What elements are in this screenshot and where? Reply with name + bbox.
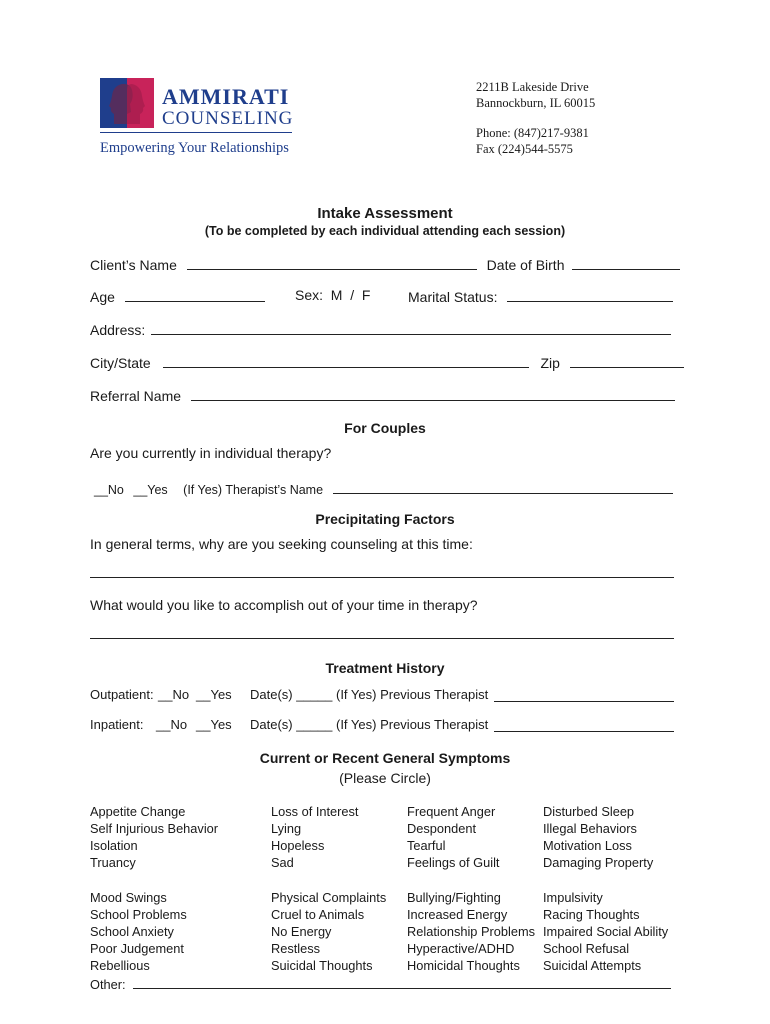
- logo-mark-icon: [100, 78, 154, 128]
- symptom-item[interactable]: Tearful: [407, 838, 446, 853]
- dob-field[interactable]: [572, 255, 680, 270]
- precipitating-heading: Precipitating Factors: [315, 511, 455, 527]
- age-row: [90, 287, 265, 305]
- referral-field[interactable]: [191, 386, 675, 401]
- age-field[interactable]: [125, 287, 265, 302]
- outpatient-label: Outpatient:: [90, 687, 154, 702]
- address-label: Address:: [90, 322, 146, 338]
- outpatient-yes-option[interactable]: __Yes: [196, 687, 232, 702]
- logo: [100, 78, 300, 160]
- logo-divider: [100, 132, 292, 133]
- symptom-item[interactable]: Feelings of Guilt: [407, 855, 500, 870]
- symptom-item[interactable]: School Anxiety: [90, 924, 174, 939]
- symptom-item[interactable]: Rebellious: [90, 958, 150, 973]
- page-subtitle: (To be completed by each individual attending each session): [204, 224, 566, 238]
- symptom-item[interactable]: Isolation: [90, 838, 138, 853]
- symptom-item[interactable]: School Problems: [90, 907, 187, 922]
- symptom-item[interactable]: Cruel to Animals: [271, 907, 365, 922]
- precipitating-q1: In general terms, why are you seeking counseling at this time:: [90, 536, 473, 552]
- inpatient-no-option[interactable]: __No: [156, 717, 188, 732]
- symptom-item[interactable]: Physical Complaints: [271, 890, 387, 905]
- outpatient-dates-label: Date(s) _____ (If Yes) Previous Therapist: [250, 687, 489, 702]
- symptom-item[interactable]: Suicidal Thoughts: [271, 958, 373, 973]
- referral-label: Referral Name: [90, 388, 182, 404]
- symptom-item[interactable]: Homicidal Thoughts: [407, 958, 520, 973]
- referral-row: [90, 386, 675, 404]
- symptom-item[interactable]: Lying: [271, 821, 302, 836]
- outpatient-no-option[interactable]: __No: [158, 687, 190, 702]
- symptom-item[interactable]: Mood Swings: [90, 890, 167, 905]
- symptoms-subheading: (Please Circle): [339, 770, 431, 786]
- symptom-item[interactable]: Relationship Problems: [407, 924, 536, 939]
- symptom-item[interactable]: School Refusal: [543, 941, 630, 956]
- couples-therapist-label: (If Yes) Therapist’s Name: [183, 483, 324, 497]
- logo-name-line2: COUNSELING: [162, 108, 294, 129]
- sex-option[interactable]: Sex: M / F: [295, 287, 371, 303]
- symptoms-g1-col1: [90, 803, 218, 871]
- contact-address1: 2211B Lakeside Drive: [476, 80, 589, 94]
- logo-tagline: Empowering Your Relationships: [100, 140, 289, 156]
- symptom-item[interactable]: Illegal Behaviors: [543, 821, 637, 836]
- symptom-item[interactable]: Increased Energy: [407, 907, 508, 922]
- inpatient-yes-option[interactable]: __Yes: [196, 717, 232, 732]
- symptom-item[interactable]: Racing Thoughts: [543, 907, 640, 922]
- contact-block: [476, 79, 595, 157]
- other-row: [90, 974, 671, 992]
- dob-label: Date of Birth: [486, 257, 565, 273]
- symptom-item[interactable]: Hyperactive/ADHD: [407, 941, 515, 956]
- outpatient-row: [90, 687, 680, 702]
- marital-field[interactable]: [507, 287, 673, 302]
- marital-row: [408, 287, 673, 305]
- symptom-item[interactable]: Sad: [271, 855, 294, 870]
- client-name-label: Client’s Name: [90, 257, 177, 273]
- symptom-item[interactable]: Impaired Social Ability: [543, 924, 669, 939]
- couples-question: Are you currently in individual therapy?: [90, 445, 332, 461]
- symptom-item[interactable]: Damaging Property: [543, 855, 654, 870]
- precipitating-q2: What would you like to accomplish out of your time in therapy?: [90, 597, 478, 613]
- couples-heading: For Couples: [344, 420, 426, 436]
- symptoms-g1-col2: [271, 803, 359, 871]
- outpatient-therapist-field[interactable]: [494, 687, 674, 702]
- precipitating-q1-answer[interactable]: [90, 577, 674, 578]
- treatment-heading: Treatment History: [325, 660, 445, 676]
- symptom-item[interactable]: Suicidal Attempts: [543, 958, 642, 973]
- symptom-item[interactable]: Disturbed Sleep: [543, 804, 635, 819]
- symptoms-heading: Current or Recent General Symptoms: [259, 750, 511, 766]
- marital-label: Marital Status:: [408, 289, 498, 305]
- city-state-label: City/State: [90, 355, 151, 371]
- page-title: Intake Assessment: [317, 205, 453, 222]
- symptom-item[interactable]: Impulsivity: [543, 890, 603, 905]
- other-label: Other:: [90, 977, 126, 992]
- other-field[interactable]: [133, 974, 671, 989]
- symptom-item[interactable]: Appetite Change: [90, 804, 186, 819]
- age-label: Age: [90, 289, 115, 305]
- symptom-item[interactable]: Frequent Anger: [407, 804, 496, 819]
- symptoms-g2-col3: [407, 889, 535, 974]
- couples-yes-option[interactable]: __Yes: [133, 483, 168, 497]
- inpatient-therapist-field[interactable]: [494, 717, 674, 732]
- symptom-item[interactable]: Truancy: [90, 855, 136, 870]
- client-name-row: [90, 255, 680, 273]
- contact-fax: Fax (224)544-5575: [476, 142, 573, 156]
- city-state-field[interactable]: [163, 353, 529, 368]
- symptom-item[interactable]: Loss of Interest: [271, 804, 359, 819]
- inpatient-dates-label: Date(s) _____ (If Yes) Previous Therapist: [250, 717, 489, 732]
- couples-answer-row: [94, 479, 673, 497]
- symptom-item[interactable]: Poor Judgement: [90, 941, 184, 956]
- symptom-item[interactable]: Motivation Loss: [543, 838, 632, 853]
- address-field[interactable]: [151, 320, 671, 335]
- zip-field[interactable]: [570, 353, 684, 368]
- symptoms-g2-col4: [543, 889, 668, 974]
- zip-label: Zip: [540, 355, 560, 371]
- contact-address2: Bannockburn, IL 60015: [476, 96, 596, 110]
- symptom-item[interactable]: Hopeless: [271, 838, 325, 853]
- logo-name-line1: AMMIRATI: [162, 84, 290, 109]
- symptoms-g2-col1: [90, 889, 187, 974]
- symptoms-g1-col4: [543, 803, 653, 871]
- symptoms-g1-col3: [407, 803, 499, 871]
- couples-therapist-field[interactable]: [333, 479, 673, 494]
- address-row: [90, 320, 671, 338]
- symptom-item[interactable]: No Energy: [271, 924, 332, 939]
- inpatient-row: [90, 717, 680, 732]
- couples-no-option[interactable]: __No: [94, 483, 124, 497]
- contact-phone: Phone: (847)217-9381: [476, 126, 589, 140]
- symptom-item[interactable]: Restless: [271, 941, 321, 956]
- precipitating-q2-answer[interactable]: [90, 638, 674, 639]
- inpatient-label: Inpatient:: [90, 717, 144, 732]
- symptom-item[interactable]: Despondent: [407, 821, 477, 836]
- symptoms-g2-col2: [271, 889, 386, 974]
- client-name-field[interactable]: [187, 255, 477, 270]
- city-row: [90, 353, 684, 371]
- symptom-item[interactable]: Bullying/Fighting: [407, 890, 501, 905]
- symptom-item[interactable]: Self Injurious Behavior: [90, 821, 219, 836]
